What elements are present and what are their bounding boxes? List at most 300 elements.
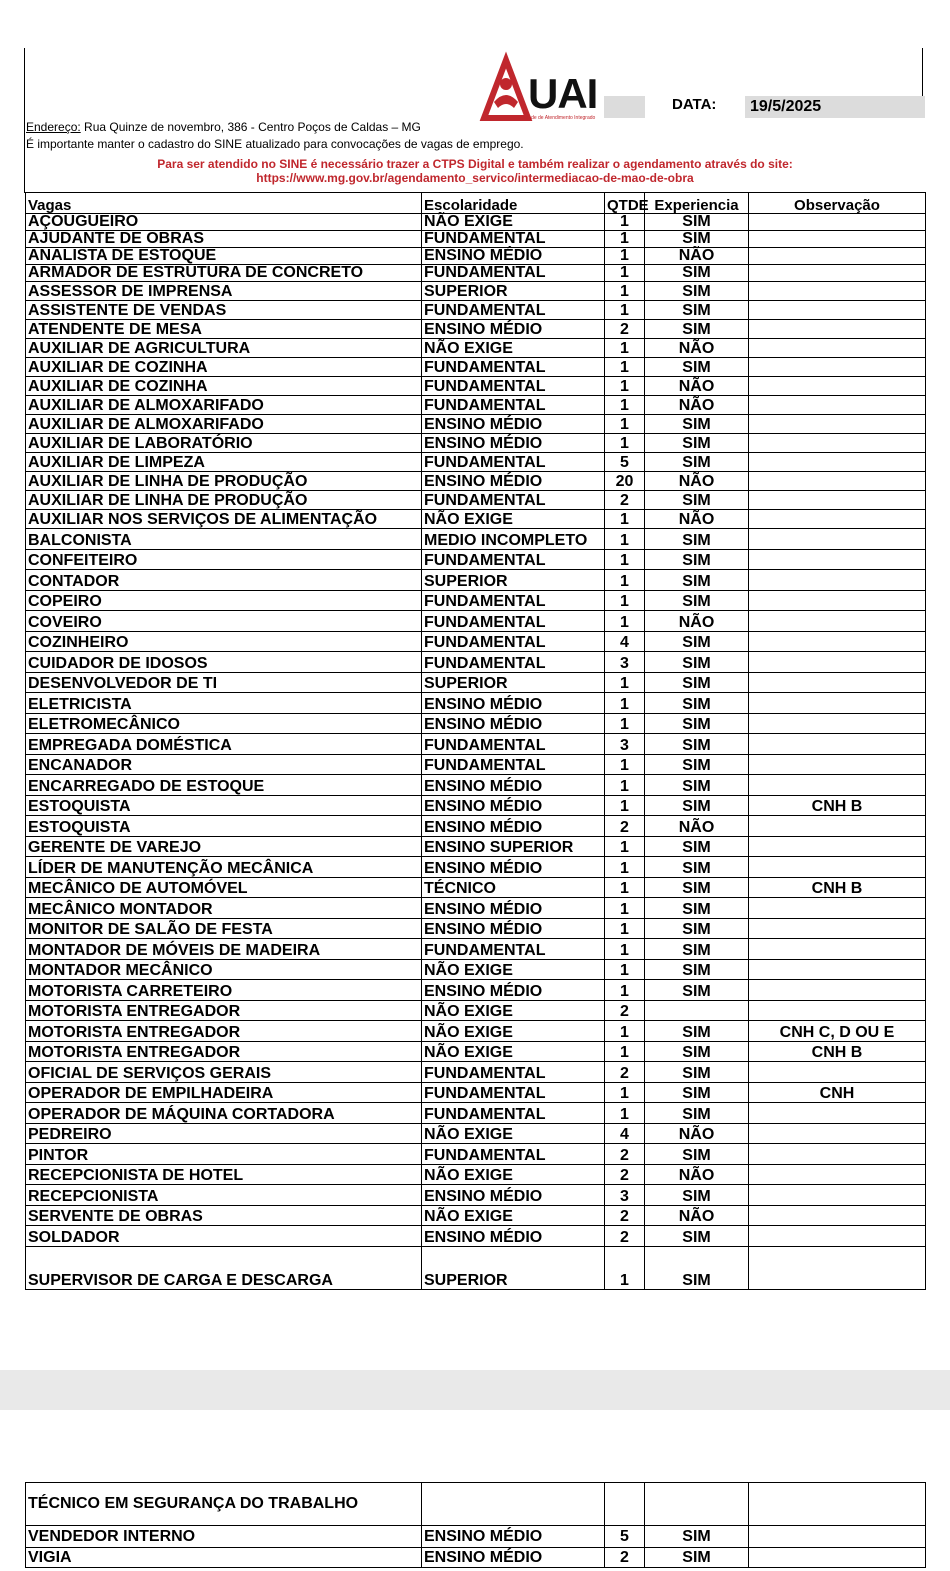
column-header-qtde: QTDE: [605, 193, 645, 214]
cell-experiencia: SIM: [645, 1246, 749, 1289]
cell-qtde: 1: [605, 529, 645, 550]
column-header-vagas: Vagas: [26, 193, 422, 214]
cell-escolaridade: NÃO EXIGE: [422, 510, 605, 529]
table-row: [26, 734, 926, 755]
cell-vaga: CUIDADOR DE IDOSOS: [26, 652, 422, 673]
cell-vaga: MONTADOR DE MÓVEIS DE MADEIRA: [26, 939, 422, 960]
table-row: [26, 816, 926, 837]
cell-obs: [749, 631, 926, 652]
cell-obs: [749, 775, 926, 796]
cell-experiencia: SIM: [645, 570, 749, 591]
table-row: [26, 959, 926, 980]
table-row: [26, 611, 926, 632]
requirement-url: https://www.mg.gov.br/agendamento_servico/intermediacao-de-mao-de-obra: [256, 171, 694, 185]
cell-escolaridade: FUNDAMENTAL: [422, 631, 605, 652]
cell-qtde: 4: [605, 1123, 645, 1144]
table-row: [26, 1103, 926, 1124]
table-row: [26, 939, 926, 960]
cell-qtde: 2: [605, 491, 645, 510]
cell-escolaridade: [422, 1483, 605, 1526]
cell-escolaridade: FUNDAMENTAL: [422, 1062, 605, 1083]
cell-obs: [749, 1246, 926, 1289]
cell-qtde: 20: [605, 472, 645, 491]
table-row: [26, 396, 926, 415]
cell-obs: [749, 672, 926, 693]
requirement-text: Para ser atendido no SINE é necessário trazer a CTPS Digital e também realizar o agendamento através do site:: [157, 157, 793, 171]
cell-vaga: MOTORISTA ENTREGADOR: [26, 1021, 422, 1042]
cell-obs: [749, 231, 926, 248]
cell-qtde: 1: [605, 248, 645, 265]
registration-note: É importante manter o cadastro do SINE atualizado para convocações de vagas de emprego.: [26, 137, 524, 151]
cell-escolaridade: NÃO EXIGE: [422, 1000, 605, 1021]
cell-experiencia: SIM: [645, 265, 749, 282]
cell-escolaridade: NÃO EXIGE: [422, 1164, 605, 1185]
cell-experiencia: SIM: [645, 672, 749, 693]
table-row: [26, 248, 926, 265]
cell-qtde: 1: [605, 672, 645, 693]
cell-obs: CNH B: [749, 795, 926, 816]
cell-experiencia: SIM: [645, 1144, 749, 1165]
table-row: [26, 1021, 926, 1042]
cell-vaga: AUXILIAR NOS SERVIÇOS DE ALIMENTAÇÃO: [26, 510, 422, 529]
cell-qtde: 1: [605, 549, 645, 570]
cell-vaga: AUXILIAR DE LABORATÓRIO: [26, 434, 422, 453]
table-row: [26, 358, 926, 377]
cell-obs: CNH C, D OU E: [749, 1021, 926, 1042]
cell-obs: [749, 590, 926, 611]
cell-vaga: MOTORISTA CARRETEIRO: [26, 980, 422, 1001]
column-header-observacao: Observação: [749, 193, 926, 214]
table-row: [26, 713, 926, 734]
cell-experiencia: SIM: [645, 491, 749, 510]
cell-obs: [749, 1185, 926, 1206]
address: [26, 120, 421, 134]
cell-experiencia: SIM: [645, 415, 749, 434]
cell-qtde: 2: [605, 320, 645, 339]
table-row: [26, 1526, 926, 1548]
table-row: [26, 415, 926, 434]
cell-vaga: TÉCNICO EM SEGURANÇA DO TRABALHO: [26, 1483, 422, 1526]
cell-escolaridade: FUNDAMENTAL: [422, 1144, 605, 1165]
table-row: [26, 510, 926, 529]
cell-vaga: AUXILIAR DE COZINHA: [26, 358, 422, 377]
cell-vaga: AÇOUGUEIRO: [26, 214, 422, 231]
cell-vaga: ATENDENTE DE MESA: [26, 320, 422, 339]
table-body-continued: [26, 1483, 926, 1568]
cell-obs: [749, 549, 926, 570]
cell-experiencia: SIM: [645, 549, 749, 570]
cell-qtde: 1: [605, 857, 645, 878]
cell-obs: CNH: [749, 1082, 926, 1103]
cell-experiencia: SIM: [645, 795, 749, 816]
cell-obs: [749, 1526, 926, 1548]
table-row: [26, 491, 926, 510]
cell-experiencia: SIM: [645, 713, 749, 734]
cell-obs: [749, 1103, 926, 1124]
table-row: [26, 980, 926, 1001]
cell-escolaridade: ENSINO MÉDIO: [422, 1548, 605, 1568]
table-row: [26, 549, 926, 570]
cell-obs: [749, 214, 926, 231]
cell-vaga: VENDEDOR INTERNO: [26, 1526, 422, 1548]
cell-experiencia: SIM: [645, 358, 749, 377]
cell-vaga: LÍDER DE MANUTENÇÃO MECÂNICA: [26, 857, 422, 878]
address-text: Rua Quinze de novembro, 386 - Centro Poços de Caldas – MG: [80, 120, 421, 134]
cell-qtde: 1: [605, 611, 645, 632]
cell-experiencia: NÃO: [645, 248, 749, 265]
cell-qtde: 1: [605, 377, 645, 396]
cell-obs: [749, 472, 926, 491]
page-separator: [0, 1370, 950, 1410]
cell-qtde: 1: [605, 434, 645, 453]
cell-experiencia: SIM: [645, 1021, 749, 1042]
cell-escolaridade: FUNDAMENTAL: [422, 301, 605, 320]
table-row: [26, 918, 926, 939]
cell-qtde: 1: [605, 836, 645, 857]
cell-vaga: COZINHEIRO: [26, 631, 422, 652]
cell-escolaridade: FUNDAMENTAL: [422, 754, 605, 775]
cell-qtde: 2: [605, 1062, 645, 1083]
cell-experiencia: NÃO: [645, 816, 749, 837]
cell-vaga: MONTADOR MECÂNICO: [26, 959, 422, 980]
cell-escolaridade: ENSINO MÉDIO: [422, 1526, 605, 1548]
cell-experiencia: SIM: [645, 734, 749, 755]
cell-escolaridade: FUNDAMENTAL: [422, 652, 605, 673]
table-row: [26, 898, 926, 919]
cell-escolaridade: ENSINO MÉDIO: [422, 775, 605, 796]
table-row: [26, 1483, 926, 1526]
cell-obs: [749, 434, 926, 453]
table-row: [26, 1082, 926, 1103]
cell-experiencia: SIM: [645, 1041, 749, 1062]
cell-qtde: 3: [605, 1185, 645, 1206]
cell-vaga: ESTOQUISTA: [26, 816, 422, 837]
cell-experiencia: SIM: [645, 1526, 749, 1548]
cell-experiencia: SIM: [645, 877, 749, 898]
cell-escolaridade: NÃO EXIGE: [422, 959, 605, 980]
table-row: [26, 1144, 926, 1165]
cell-vaga: AUXILIAR DE ALMOXARIFADO: [26, 415, 422, 434]
table-row: [26, 214, 926, 231]
cell-vaga: ENCANADOR: [26, 754, 422, 775]
cell-escolaridade: FUNDAMENTAL: [422, 611, 605, 632]
cell-obs: [749, 754, 926, 775]
cell-qtde: 1: [605, 775, 645, 796]
cell-vaga: AUXILIAR DE COZINHA: [26, 377, 422, 396]
cell-experiencia: SIM: [645, 939, 749, 960]
cell-vaga: SOLDADOR: [26, 1226, 422, 1247]
cell-vaga: AJUDANTE DE OBRAS: [26, 231, 422, 248]
cell-vaga: MECÂNICO MONTADOR: [26, 898, 422, 919]
cell-obs: [749, 320, 926, 339]
cell-experiencia: NÃO: [645, 510, 749, 529]
cell-qtde: 5: [605, 453, 645, 472]
cell-vaga: ARMADOR DE ESTRUTURA DE CONCRETO: [26, 265, 422, 282]
cell-obs: [749, 734, 926, 755]
cell-escolaridade: MEDIO INCOMPLETO: [422, 529, 605, 550]
cell-experiencia: SIM: [645, 836, 749, 857]
cell-escolaridade: ENSINO MÉDIO: [422, 918, 605, 939]
table-row: [26, 1062, 926, 1083]
cell-vaga: ELETROMECÂNICO: [26, 713, 422, 734]
cell-experiencia: SIM: [645, 1548, 749, 1568]
cell-escolaridade: FUNDAMENTAL: [422, 939, 605, 960]
cell-experiencia: SIM: [645, 320, 749, 339]
table-row: [26, 282, 926, 301]
cell-qtde: 4: [605, 631, 645, 652]
cell-qtde: 5: [605, 1526, 645, 1548]
cell-obs: [749, 1000, 926, 1021]
cell-experiencia: SIM: [645, 1082, 749, 1103]
cell-experiencia: SIM: [645, 980, 749, 1001]
table-row: [26, 795, 926, 816]
cell-obs: CNH B: [749, 1041, 926, 1062]
table-header-row: [26, 193, 926, 214]
table-row: [26, 693, 926, 714]
column-header-escolaridade: Escolaridade: [422, 193, 605, 214]
cell-qtde: 1: [605, 570, 645, 591]
cell-obs: [749, 939, 926, 960]
table-body: [26, 214, 926, 1290]
cell-escolaridade: ENSINO MÉDIO: [422, 248, 605, 265]
cell-escolaridade: ENSINO SUPERIOR: [422, 836, 605, 857]
cell-escolaridade: ENSINO MÉDIO: [422, 1185, 605, 1206]
cell-escolaridade: ENSINO MÉDIO: [422, 816, 605, 837]
cell-vaga: AUXILIAR DE AGRICULTURA: [26, 339, 422, 358]
cell-experiencia: SIM: [645, 214, 749, 231]
cell-escolaridade: ENSINO MÉDIO: [422, 857, 605, 878]
cell-escolaridade: NÃO EXIGE: [422, 1041, 605, 1062]
cell-vaga: CONTADOR: [26, 570, 422, 591]
cell-experiencia: SIM: [645, 754, 749, 775]
cell-vaga: OFICIAL DE SERVIÇOS GERAIS: [26, 1062, 422, 1083]
cell-experiencia: SIM: [645, 693, 749, 714]
table-row: [26, 472, 926, 491]
cell-vaga: COPEIRO: [26, 590, 422, 611]
cell-experiencia: SIM: [645, 652, 749, 673]
cell-experiencia: NÃO: [645, 472, 749, 491]
cell-qtde: 1: [605, 693, 645, 714]
cell-experiencia: NÃO: [645, 1205, 749, 1226]
cell-obs: [749, 1164, 926, 1185]
table-row: [26, 1548, 926, 1568]
cell-escolaridade: FUNDAMENTAL: [422, 491, 605, 510]
table-row: [26, 857, 926, 878]
cell-qtde: 1: [605, 282, 645, 301]
cell-obs: [749, 415, 926, 434]
cell-vaga: ASSESSOR DE IMPRENSA: [26, 282, 422, 301]
cell-experiencia: SIM: [645, 1062, 749, 1083]
cell-obs: [749, 1226, 926, 1247]
cell-qtde: 1: [605, 1041, 645, 1062]
cell-qtde: 2: [605, 1144, 645, 1165]
cell-experiencia: NÃO: [645, 1164, 749, 1185]
table-row: [26, 1041, 926, 1062]
cell-qtde: 1: [605, 265, 645, 282]
cell-vaga: ELETRICISTA: [26, 693, 422, 714]
cell-obs: [749, 377, 926, 396]
cell-obs: [749, 265, 926, 282]
cell-qtde: 2: [605, 1205, 645, 1226]
cell-qtde: 1: [605, 877, 645, 898]
cell-qtde: 1: [605, 301, 645, 320]
cell-qtde: 3: [605, 652, 645, 673]
page-border-right: [922, 48, 923, 96]
cell-obs: [749, 396, 926, 415]
cell-escolaridade: FUNDAMENTAL: [422, 1103, 605, 1124]
cell-qtde: 1: [605, 1246, 645, 1289]
cell-qtde: 1: [605, 510, 645, 529]
cell-obs: [749, 358, 926, 377]
table-row: [26, 877, 926, 898]
cell-vaga: OPERADOR DE MÁQUINA CORTADORA: [26, 1103, 422, 1124]
cell-vaga: MECÂNICO DE AUTOMÓVEL: [26, 877, 422, 898]
table-row: [26, 377, 926, 396]
table-row: [26, 631, 926, 652]
table-row: [26, 590, 926, 611]
cell-escolaridade: ENSINO MÉDIO: [422, 898, 605, 919]
cell-vaga: SUPERVISOR DE CARGA E DESCARGA: [26, 1246, 422, 1289]
cell-obs: [749, 836, 926, 857]
cell-experiencia: SIM: [645, 1185, 749, 1206]
cell-obs: [749, 339, 926, 358]
cell-vaga: ESTOQUISTA: [26, 795, 422, 816]
cell-obs: [749, 898, 926, 919]
cell-experiencia: SIM: [645, 590, 749, 611]
cell-vaga: RECEPCIONISTA: [26, 1185, 422, 1206]
cell-vaga: RECEPCIONISTA DE HOTEL: [26, 1164, 422, 1185]
cell-escolaridade: NÃO EXIGE: [422, 339, 605, 358]
cell-experiencia: SIM: [645, 898, 749, 919]
cell-escolaridade: FUNDAMENTAL: [422, 265, 605, 282]
cell-obs: [749, 857, 926, 878]
cell-qtde: 1: [605, 231, 645, 248]
cell-escolaridade: SUPERIOR: [422, 672, 605, 693]
cell-obs: [749, 529, 926, 550]
table-row: [26, 231, 926, 248]
cell-experiencia: SIM: [645, 529, 749, 550]
cell-vaga: MOTORISTA ENTREGADOR: [26, 1000, 422, 1021]
cell-escolaridade: FUNDAMENTAL: [422, 549, 605, 570]
cell-obs: [749, 491, 926, 510]
grey-field: [604, 96, 645, 118]
cell-qtde: 1: [605, 1021, 645, 1042]
cell-vaga: CONFEITEIRO: [26, 549, 422, 570]
cell-vaga: SERVENTE DE OBRAS: [26, 1205, 422, 1226]
table-row: [26, 570, 926, 591]
logo-subtitle: Unidade de Atendimento Integrado: [518, 115, 596, 121]
cell-escolaridade: NÃO EXIGE: [422, 1021, 605, 1042]
cell-qtde: 1: [605, 396, 645, 415]
cell-experiencia: NÃO: [645, 339, 749, 358]
cell-obs: [749, 652, 926, 673]
cell-qtde: 1: [605, 358, 645, 377]
cell-experiencia: NÃO: [645, 1123, 749, 1144]
cell-escolaridade: SUPERIOR: [422, 282, 605, 301]
cell-escolaridade: NÃO EXIGE: [422, 1123, 605, 1144]
cell-escolaridade: ENSINO MÉDIO: [422, 713, 605, 734]
cell-vaga: EMPREGADA DOMÉSTICA: [26, 734, 422, 755]
cell-obs: [749, 713, 926, 734]
cell-vaga: AUXILIAR DE LINHA DE PRODUÇÃO: [26, 472, 422, 491]
cell-qtde: 2: [605, 1000, 645, 1021]
cell-obs: [749, 1144, 926, 1165]
cell-escolaridade: SUPERIOR: [422, 570, 605, 591]
cell-qtde: 1: [605, 713, 645, 734]
cell-vaga: MOTORISTA ENTREGADOR: [26, 1041, 422, 1062]
cell-experiencia: NÃO: [645, 396, 749, 415]
cell-vaga: PEDREIRO: [26, 1123, 422, 1144]
table-row: [26, 672, 926, 693]
cell-qtde: 1: [605, 980, 645, 1001]
cell-qtde: 2: [605, 816, 645, 837]
table-row: [26, 339, 926, 358]
cell-vaga: OPERADOR DE EMPILHADEIRA: [26, 1082, 422, 1103]
cell-escolaridade: FUNDAMENTAL: [422, 377, 605, 396]
cell-experiencia: SIM: [645, 282, 749, 301]
cell-experiencia: SIM: [645, 631, 749, 652]
cell-vaga: AUXILIAR DE ALMOXARIFADO: [26, 396, 422, 415]
cell-qtde: 2: [605, 1164, 645, 1185]
cell-qtde: 1: [605, 339, 645, 358]
cell-vaga: VIGIA: [26, 1548, 422, 1568]
cell-obs: [749, 959, 926, 980]
cell-qtde: 1: [605, 939, 645, 960]
cell-qtde: 1: [605, 415, 645, 434]
cell-experiencia: SIM: [645, 918, 749, 939]
address-label: Endereço:: [26, 120, 81, 134]
cell-escolaridade: ENSINO MÉDIO: [422, 320, 605, 339]
cell-obs: [749, 1483, 926, 1526]
cell-escolaridade: NÃO EXIGE: [422, 214, 605, 231]
cell-qtde: 2: [605, 1548, 645, 1568]
cell-qtde: 1: [605, 590, 645, 611]
table-row: [26, 529, 926, 550]
cell-escolaridade: ENSINO MÉDIO: [422, 415, 605, 434]
cell-escolaridade: FUNDAMENTAL: [422, 1082, 605, 1103]
table-row: [26, 320, 926, 339]
cell-vaga: BALCONISTA: [26, 529, 422, 550]
cell-qtde: 1: [605, 898, 645, 919]
table-row: [26, 265, 926, 282]
cell-qtde: 1: [605, 1103, 645, 1124]
cell-obs: [749, 980, 926, 1001]
cell-experiencia: SIM: [645, 453, 749, 472]
cell-obs: [749, 510, 926, 529]
cell-qtde: 1: [605, 795, 645, 816]
cell-escolaridade: NÃO EXIGE: [422, 1205, 605, 1226]
cell-escolaridade: FUNDAMENTAL: [422, 358, 605, 377]
logo-text: UAI: [528, 70, 598, 117]
cell-qtde: 1: [605, 959, 645, 980]
cell-vaga: COVEIRO: [26, 611, 422, 632]
cell-obs: [749, 1205, 926, 1226]
cell-experiencia: SIM: [645, 857, 749, 878]
table-row: [26, 301, 926, 320]
cell-qtde: 2: [605, 1226, 645, 1247]
cell-vaga: AUXILIAR DE LINHA DE PRODUÇÃO: [26, 491, 422, 510]
cell-escolaridade: ENSINO MÉDIO: [422, 795, 605, 816]
cell-experiencia: SIM: [645, 231, 749, 248]
cell-obs: [749, 453, 926, 472]
cell-experiencia: NÃO: [645, 377, 749, 396]
cell-obs: [749, 301, 926, 320]
cell-escolaridade: ENSINO MÉDIO: [422, 1226, 605, 1247]
table-row: [26, 1205, 926, 1226]
cell-obs: [749, 1123, 926, 1144]
cell-vaga: ASSISTENTE DE VENDAS: [26, 301, 422, 320]
cell-experiencia: NÃO: [645, 611, 749, 632]
